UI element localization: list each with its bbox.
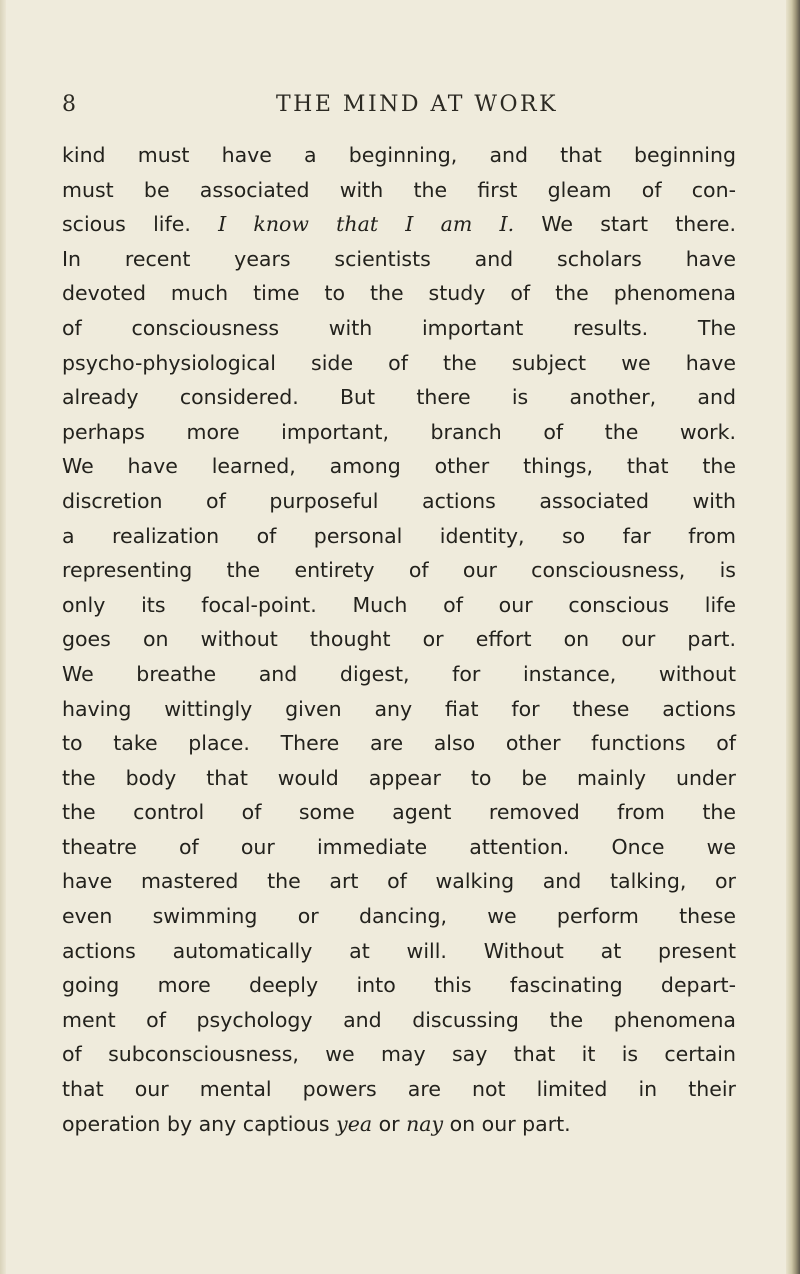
text-segment: already considered. But there is another, and (62, 385, 736, 410)
text-segment: must be associated with the first gleam of con- (62, 177, 736, 202)
text-segment: the control of some agent removed from the (62, 800, 736, 825)
text-line (62, 692, 736, 727)
text-segment: We breathe and digest, for instance, without (62, 661, 736, 686)
text-segment: having wittingly given any fiat for these actions (62, 696, 736, 721)
text-line (62, 380, 736, 415)
text-line (62, 449, 736, 484)
text-segment: actions automatically at will. Without at present (62, 938, 736, 963)
text-line (62, 415, 736, 450)
running-title: THE MIND AT WORK (276, 92, 559, 117)
text-line (62, 207, 736, 242)
text-line (62, 622, 736, 657)
text-segment: or (372, 1111, 407, 1136)
page-binding-shadow (786, 0, 800, 1274)
text-segment: the body that would appear to be mainly under (62, 765, 736, 790)
text-line (62, 311, 736, 346)
text-segment: psycho-physiological side of the subject we have (62, 350, 736, 375)
text-line (62, 726, 736, 761)
text-line (62, 934, 736, 969)
text-segment: scious life. (62, 212, 219, 237)
text-line (62, 553, 736, 588)
text-segment: even swimming or dancing, we perform these (62, 904, 736, 929)
text-line (62, 588, 736, 623)
text-segment: a realization of personal identity, so far from (62, 523, 736, 548)
text-segment: going more deeply into this fascinating depart- (62, 973, 736, 998)
text-line (62, 657, 736, 692)
text-segment: devoted much time to the study of the phenomena (62, 281, 736, 306)
text-line (62, 242, 736, 277)
text-line (62, 968, 736, 1003)
text-line (62, 346, 736, 381)
text-line (62, 1107, 736, 1142)
text-segment: to take place. There are also other functions of (62, 731, 736, 756)
text-line (62, 795, 736, 830)
text-segment: of consciousness with important results. The (62, 315, 736, 340)
text-segment: representing the entirety of our consciousness, is (62, 558, 736, 583)
italic-text: I know that I am I. (218, 212, 515, 237)
text-segment: on our part. (443, 1111, 571, 1136)
text-line (62, 1072, 736, 1107)
text-segment: discretion of purposeful actions associated with (62, 488, 736, 513)
text-segment: theatre of our immediate attention. Once we (62, 834, 736, 859)
text-segment: We start there. (514, 212, 736, 237)
italic-text: yea (336, 1111, 373, 1136)
text-line (62, 276, 736, 311)
page-left-edge (0, 0, 6, 1274)
text-segment: goes on without thought or effort on our part. (62, 627, 736, 652)
text-line (62, 830, 736, 865)
text-line (62, 761, 736, 796)
text-segment: only its focal-point. Much of our conscious life (62, 592, 736, 617)
text-segment: operation by any captious (62, 1111, 337, 1136)
text-line (62, 899, 736, 934)
body-paragraph (62, 138, 736, 1141)
text-line (62, 1003, 736, 1038)
text-line (62, 864, 736, 899)
text-segment: In recent years scientists and scholars have (62, 246, 736, 271)
text-segment: of subconsciousness, we may say that it is certain (62, 1042, 736, 1067)
text-segment: that our mental powers are not limited in their (62, 1077, 736, 1102)
text-line (62, 484, 736, 519)
text-line (62, 138, 736, 173)
page-number: 8 (62, 92, 77, 117)
text-segment: kind must have a beginning, and that beginning (62, 143, 736, 167)
text-segment: ment of psychology and discussing the phenomena (62, 1007, 736, 1032)
text-segment: perhaps more important, branch of the work. (62, 419, 736, 444)
text-line (62, 519, 736, 554)
text-segment: have mastered the art of walking and talking, or (62, 869, 736, 894)
italic-text: nay (406, 1111, 444, 1136)
text-line (62, 1037, 736, 1072)
text-line (62, 173, 736, 208)
page-header (62, 92, 742, 126)
text-segment: We have learned, among other things, that the (62, 454, 736, 479)
